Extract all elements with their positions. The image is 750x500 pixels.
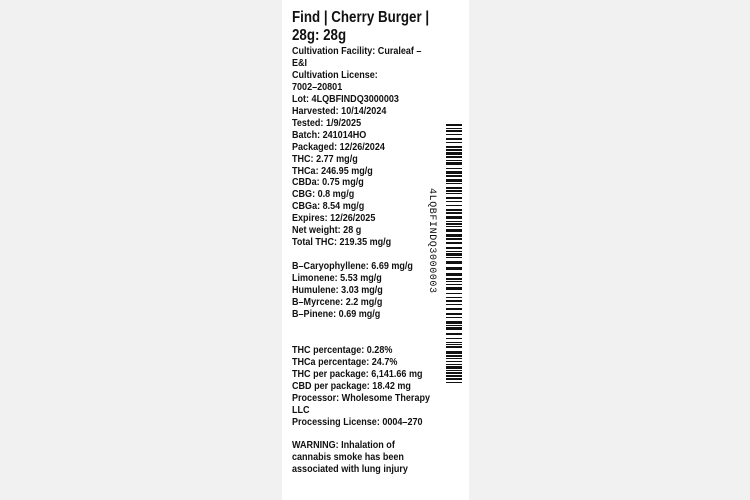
barcode-bar (446, 242, 462, 244)
barcode-bar (446, 375, 462, 377)
label-line: B–Myrcene: 2.2 mg/g (292, 296, 383, 308)
label-line: THC: 2.77 mg/g (292, 152, 358, 165)
barcode-bar (446, 325, 462, 326)
label-line: Cultivation License: (292, 68, 378, 81)
barcode-bar (446, 382, 462, 383)
barcode-bar (446, 281, 462, 282)
barcode-bar (446, 366, 462, 369)
barcode-bar (446, 162, 462, 165)
barcode-bar (446, 317, 462, 318)
barcode-bar (446, 247, 462, 249)
label-line (292, 321, 430, 333)
barcode-bar (446, 355, 462, 357)
barcode-bar (446, 216, 462, 219)
barcode-bar (446, 313, 462, 315)
barcode-bar (446, 223, 462, 225)
barcode-bar (446, 372, 462, 374)
label-line: THCa percentage: 24.7% (292, 355, 398, 368)
barcode-bar (446, 327, 462, 330)
barcode-bar (446, 234, 462, 237)
label-line: E&I (292, 56, 308, 69)
label-line: associated with lung injury (292, 463, 408, 476)
label-line: Processor: Wholesome Therapy (292, 391, 431, 404)
barcode-bar (446, 226, 462, 227)
label-line: CBDa: 0.75 mg/g (292, 176, 364, 189)
label-line: THC percentage: 0.28% (292, 343, 393, 356)
label-line: Cultivation Facility: Curaleaf – (292, 45, 422, 57)
barcode-bar (446, 342, 462, 343)
barcode-bar (446, 251, 462, 252)
barcode-bar (446, 171, 462, 174)
barcode-bar (446, 201, 462, 202)
barcode-bar (446, 267, 462, 270)
barcode-bar (446, 190, 462, 192)
barcode-bar (446, 146, 462, 148)
label-line: cannabis smoke has been (292, 451, 404, 464)
barcode-bar (446, 278, 462, 280)
label-line: Tested: 1/9/2025 (292, 116, 362, 129)
barcode-bar (446, 300, 462, 302)
label-line: B–Caryophyllene: 6.69 mg/g (292, 260, 413, 273)
barcode-bar (446, 229, 462, 232)
barcode-bar (446, 287, 462, 290)
barcode-bar (446, 212, 462, 214)
title-line-1: Find | Cherry Burger | (292, 9, 430, 26)
label-line: Expires: 12/26/2025 (292, 212, 376, 225)
label-line: Total THC: 219.35 mg/g (292, 236, 392, 249)
barcode-bar (446, 297, 462, 298)
barcode-bar (446, 183, 462, 184)
label-line: CBD per package: 18.42 mg (292, 379, 411, 392)
barcode-bar (446, 370, 462, 371)
barcode-bar (446, 142, 462, 143)
barcode-bar (446, 351, 462, 354)
label-line: CBG: 0.8 mg/g (292, 188, 355, 201)
barcode-bar (446, 209, 462, 211)
barcode-bar (446, 361, 462, 362)
barcode-bar (446, 179, 462, 182)
barcode-bar (446, 257, 462, 258)
barcode-bar (446, 134, 462, 135)
barcode-bar (446, 321, 462, 324)
barcode-bar (446, 273, 462, 276)
barcode-bar (446, 304, 462, 305)
barcode-bar (446, 308, 462, 310)
barcode-bar (446, 138, 462, 140)
label-details (292, 46, 430, 476)
barcode-bar (446, 333, 462, 335)
label-line: THCa: 246.95 mg/g (292, 164, 373, 177)
barcode-bar (446, 205, 462, 206)
label-line: Packaged: 12/26/2024 (292, 140, 385, 153)
barcode (446, 124, 462, 383)
label-line: LLC (292, 403, 310, 416)
label-line: Net weight: 28 g (292, 224, 362, 237)
label-line: Limonene: 5.53 mg/g (292, 272, 382, 285)
barcode-bar (446, 346, 462, 348)
label-line: Batch: 241014HO (292, 128, 367, 141)
barcode-bar (446, 238, 462, 240)
barcode-bar (446, 193, 462, 194)
barcode-bar (446, 253, 462, 256)
barcode-bar (446, 221, 462, 222)
barcode-bar (446, 284, 462, 285)
label-line: Processing License: 0004–270 (292, 415, 423, 428)
barcode-bar (446, 261, 462, 264)
label-line: Lot: 4LQBFINDQ3000003 (292, 92, 399, 105)
barcode-bar (446, 364, 462, 365)
barcode-bar (446, 175, 462, 177)
label-line: Harvested: 10/14/2024 (292, 104, 387, 117)
barcode-bar (446, 152, 462, 155)
product-label (282, 0, 469, 500)
barcode-bar (446, 358, 462, 359)
barcode-bar (446, 187, 462, 189)
label-line: CBGa: 8.54 mg/g (292, 200, 365, 213)
title-line-2: 28g: 28g (292, 27, 347, 44)
barcode-bar (446, 293, 462, 294)
barcode-bar (446, 124, 462, 126)
barcode-bar (446, 344, 462, 345)
barcode-bar (446, 156, 462, 158)
barcode-bar (446, 130, 462, 132)
label-title (292, 9, 440, 45)
label-line: WARNING: Inhalation of (292, 439, 395, 452)
barcode-bar (446, 168, 462, 169)
barcode-bar (446, 160, 462, 161)
barcode-bar (446, 149, 462, 151)
label-line: 7002–20801 (292, 80, 343, 93)
barcode-bar (446, 338, 462, 339)
label-line: Humulene: 3.03 mg/g (292, 284, 383, 297)
label-line (292, 333, 430, 345)
label-line: B–Pinene: 0.69 mg/g (292, 307, 381, 320)
barcode-number: 4LQBFINDQ3000003 (426, 188, 437, 294)
label-line: THC per package: 6,141.66 mg (292, 367, 423, 380)
barcode-bar (446, 197, 462, 199)
barcode-bar (446, 378, 462, 380)
barcode-bar (446, 128, 462, 129)
